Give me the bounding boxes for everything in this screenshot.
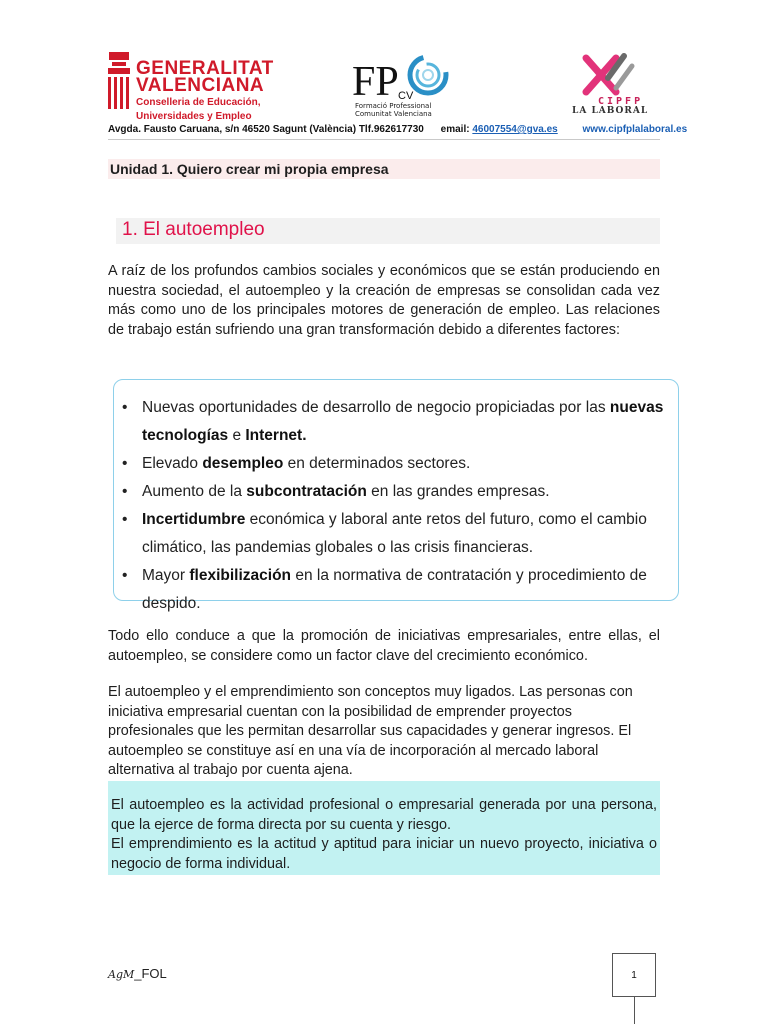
paragraph-concepts: El autoempleo y el emprendimiento son conceptos muy ligados. Las personas con iniciativa empresarial cuentan con la posibilidad de emprender proyectos profesionales que les permitan desarrollar sus capacidades y generar ingresos. El autoempleo se constituye así en una vía de incorporación al mercado laboral alternativa al trabajo por cuenta ajena. — [108, 684, 633, 778]
email-label: email: — [440, 124, 470, 135]
factor-item: • Elevado desempleo en determinados sectores. — [122, 450, 670, 478]
unit-title: Unidad 1. Quiero crear mi propia empresa — [110, 161, 389, 177]
author-initials: AgM — [108, 968, 135, 981]
section-title: 1. El autoempleo — [122, 219, 265, 240]
definition-text — [111, 796, 657, 874]
conselleria-line-1: Conselleria de Educación, — [136, 97, 261, 108]
fpcv-suffix: CV — [398, 90, 414, 102]
factor-item: • Nuevas oportunidades de desarrollo de negocio propiciadas por las nuevas tecnologías e Internet. — [122, 394, 670, 450]
page-number-tick — [634, 997, 635, 1024]
factor-item: • Incertidumbre económica y laboral ante retos del futuro, como el cambio climático, las pandemias globales o las crisis financieras. — [122, 506, 670, 562]
address: Avgda. Fausto Caruana, s/n 46520 Sagunt (València) Tlf.962617730 — [108, 124, 424, 135]
definition-autoempleo: El autoempleo es la actividad profesional o empresarial generada por una persona, que la ejerce de forma directa por su cuenta y riesgo. — [111, 797, 657, 833]
email-link[interactable]: 46007554@gva.es — [472, 124, 558, 135]
paragraph-conclusion: Todo ello conduce a que la promoción de iniciativas empresariales, entre ellas, el autoempleo, se considere como un factor clave del crecimiento económico. — [108, 628, 660, 664]
factor-item: • Aumento de la subcontratación en las grandes empresas. — [122, 478, 670, 506]
contact-line — [108, 124, 687, 135]
page-number: 1 — [631, 970, 637, 981]
generalitat-name-1: GENERALITAT — [136, 58, 274, 79]
fpcv-sub-line-2: Comunitat Valenciana — [355, 110, 432, 118]
intro-paragraph: A raíz de los profundos cambios sociales y económicos que se están produciendo en nuestra sociedad, el autoempleo y la creación de empresas se consolidan cada vez más como uno de los principales motores de generación de empleo. Las relaciones de trabajo están sufriendo una gran transformación debido a diferentes factores: — [108, 263, 660, 338]
laboral-line-2: LA LABORAL — [572, 106, 649, 116]
generalitat-name-2: VALENCIANA — [136, 75, 265, 96]
footer-suffix: _FOL — [134, 966, 167, 981]
conselleria-line-2: Universidades y Empleo — [136, 111, 252, 122]
website-link[interactable]: www.cipfplalaboral.es — [582, 124, 688, 135]
fpcv-mark: FP — [352, 59, 399, 105]
generalitat-logo — [136, 60, 274, 122]
laboral-line-1: CIPFP — [598, 96, 644, 107]
factors-list — [122, 394, 670, 618]
factor-item: • Mayor flexibilización en la normativa de contratación y procedimiento de despido. — [122, 562, 670, 618]
header-divider — [108, 139, 660, 140]
fpcv-subtitle — [355, 102, 432, 118]
definition-emprendimiento: El emprendimiento es la actitud y aptitud para iniciar un nuevo proyecto, iniciativa o negocio de forma individual. — [111, 836, 657, 872]
fpcv-sub-line-1: Formació Professional — [355, 102, 432, 110]
footer-signature — [108, 966, 167, 981]
generalitat-emblem-icon — [106, 52, 132, 112]
